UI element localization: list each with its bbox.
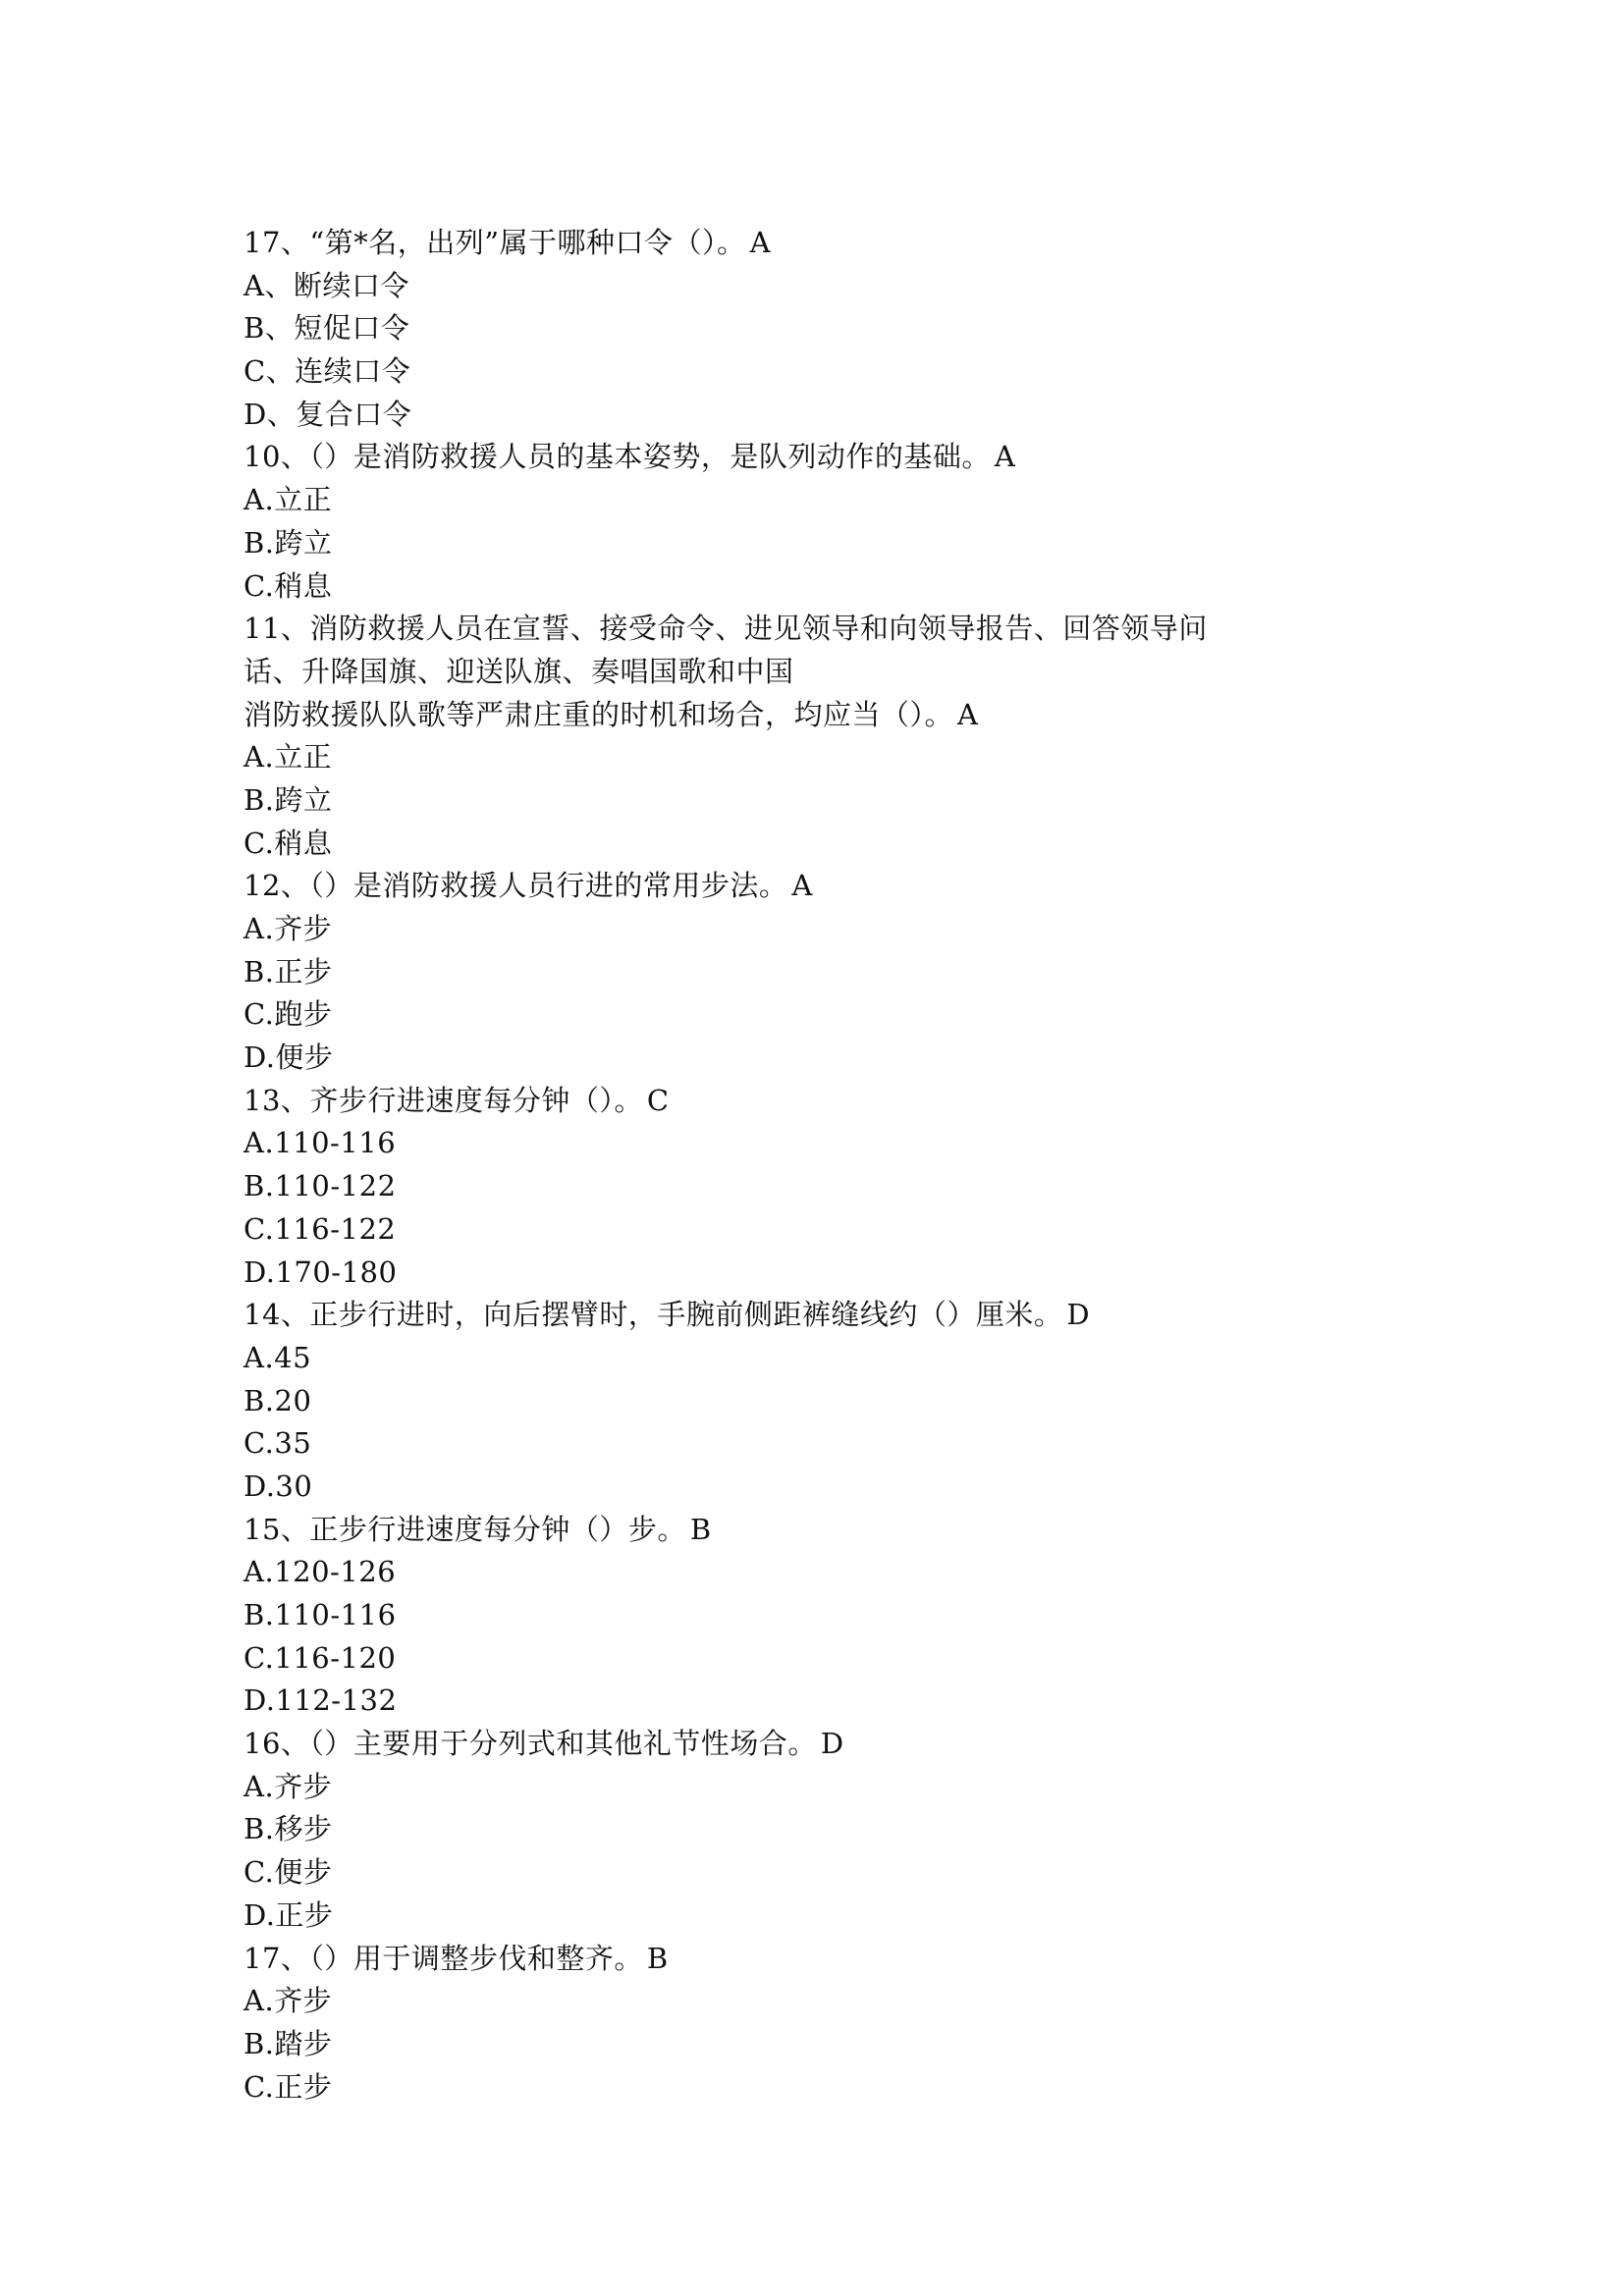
document-page <box>243 222 1382 2109</box>
option-item: C.35 <box>243 1426 312 1461</box>
question-stem <box>243 1080 1382 1123</box>
option-item: B.110-122 <box>243 1169 397 1203</box>
question-stem-line: 话、升降国旗、迎送队旗、奏唱国歌和中国 <box>243 654 794 688</box>
question-stem <box>243 1294 1382 1337</box>
option-item: A、断续口令 <box>243 268 409 302</box>
question-text: 17、（）用于调整步伐和整齐。 <box>243 1941 643 1975</box>
option-item: B.跨立 <box>243 782 333 817</box>
question-stem <box>243 1938 1382 1981</box>
option-item: D.便步 <box>243 1041 334 1075</box>
option-item: B.正步 <box>243 954 333 988</box>
option-item: C.稍息 <box>243 568 333 603</box>
question-text: 16、（）主要用于分列式和其他礼节性场合。 <box>243 1727 817 1761</box>
answer-key: A <box>957 697 979 731</box>
option-item: B.移步 <box>243 1812 333 1846</box>
option-item: C.稍息 <box>243 826 333 860</box>
question-text: 12、（）是消防救援人员行进的常用步法。 <box>243 869 788 903</box>
option-item: C、连续口令 <box>243 354 411 389</box>
answer-key: D <box>820 1727 844 1761</box>
option-item: C.便步 <box>243 1855 333 1890</box>
option-item: B.20 <box>243 1383 312 1417</box>
question-text: 13、齐步行进速度每分钟（）。 <box>243 1083 643 1117</box>
option-item: C.跑步 <box>243 997 333 1032</box>
option-item: D.正步 <box>243 1897 334 1932</box>
option-item: B、短促口令 <box>243 311 410 346</box>
question-text: 消防救援队队歌等严肃庄重的时机和场合，均应当（）。 <box>243 697 954 731</box>
question-stem <box>243 1723 1382 1766</box>
option-item: C.116-120 <box>243 1640 397 1675</box>
option-item: A.120-126 <box>243 1555 397 1589</box>
question-stem <box>243 436 1382 479</box>
option-item: B.跨立 <box>243 525 333 560</box>
answer-key: B <box>689 1512 712 1546</box>
option-item: D.30 <box>243 1468 313 1503</box>
question-stem <box>243 1509 1382 1552</box>
option-item: B.110-116 <box>243 1598 397 1631</box>
answer-key: D <box>1066 1298 1091 1332</box>
answer-key: C <box>646 1083 670 1117</box>
answer-key: A <box>749 226 772 259</box>
answer-key: A <box>791 869 813 903</box>
question-text: 10、（）是消防救援人员的基本姿势，是队列动作的基础。 <box>243 440 991 474</box>
option-item: A.立正 <box>243 483 333 517</box>
option-item: A.齐步 <box>243 1769 333 1803</box>
option-item: A.45 <box>243 1340 312 1374</box>
question-text: 14、正步行进时，向后摆臂时，手腕前侧距裤缝线约（）厘米。 <box>243 1298 1063 1332</box>
option-item: D.112-132 <box>243 1683 398 1718</box>
option-item: C.116-122 <box>243 1211 397 1246</box>
question-text: 15、正步行进速度每分钟（）步。 <box>243 1512 686 1546</box>
option-item: C.正步 <box>243 2069 333 2104</box>
option-item: A.110-116 <box>243 1126 397 1160</box>
question-text: 17、“第*名，出列”属于哪种口令（）。 <box>243 226 746 259</box>
option-item: D.170-180 <box>243 1255 398 1289</box>
option-item: A.齐步 <box>243 912 333 945</box>
option-item: A.齐步 <box>243 1984 333 2018</box>
option-item: D、复合口令 <box>243 397 412 431</box>
question-stem <box>243 865 1382 908</box>
option-item: B.踏步 <box>243 2026 333 2060</box>
question-stem <box>243 694 1382 737</box>
answer-key: B <box>646 1941 669 1975</box>
question-stem-line: 11、消防救援人员在宣誓、接受命令、进见领导和向领导报告、回答领导问 <box>243 612 1208 646</box>
option-item: A.立正 <box>243 740 333 774</box>
question-stem <box>243 222 1382 265</box>
answer-key: A <box>994 440 1016 474</box>
